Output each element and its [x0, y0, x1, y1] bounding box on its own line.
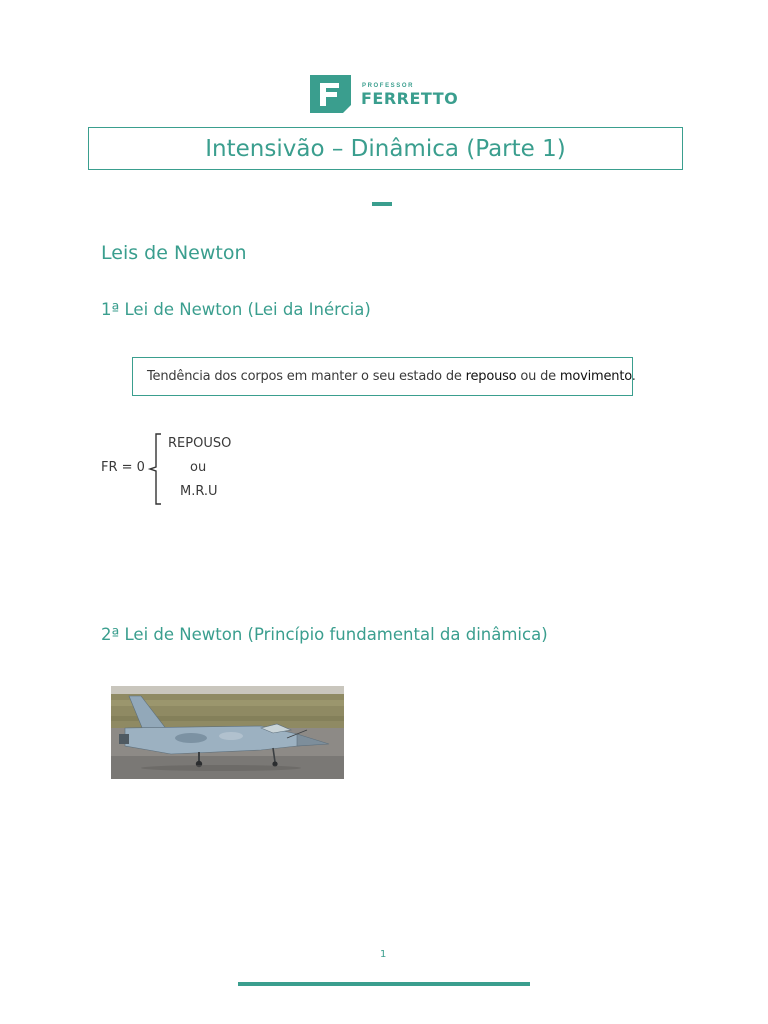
title-box — [88, 127, 683, 170]
page-number: 1 — [380, 949, 387, 960]
page-title: Intensivão – Dinâmica (Parte 1) — [205, 135, 566, 162]
title-divider — [372, 202, 392, 206]
definition-box — [132, 357, 636, 396]
brand-logo-icon — [310, 75, 351, 113]
brand-name: FERRETTO — [361, 89, 459, 108]
law1-heading: 1ª Lei de Newton (Lei da Inércia) — [101, 300, 371, 319]
definition-text: Tendência dos corpos em manter o seu estado de repouso ou de movimento. — [147, 369, 636, 384]
fighter-jet-image — [111, 686, 344, 779]
formula-option-rest: REPOUSO — [168, 436, 232, 451]
section-heading: Leis de Newton — [101, 242, 247, 264]
left-brace-icon — [145, 433, 167, 505]
formula-option-or: ou — [190, 460, 207, 475]
formula-lhs: FR = 0 — [101, 460, 145, 475]
brand-prefix: PROFESSOR — [362, 83, 415, 89]
formula-option-mru: M.R.U — [180, 484, 218, 499]
footer-divider — [238, 982, 530, 986]
law2-heading: 2ª Lei de Newton (Princípio fundamental da dinâmica) — [101, 625, 548, 644]
